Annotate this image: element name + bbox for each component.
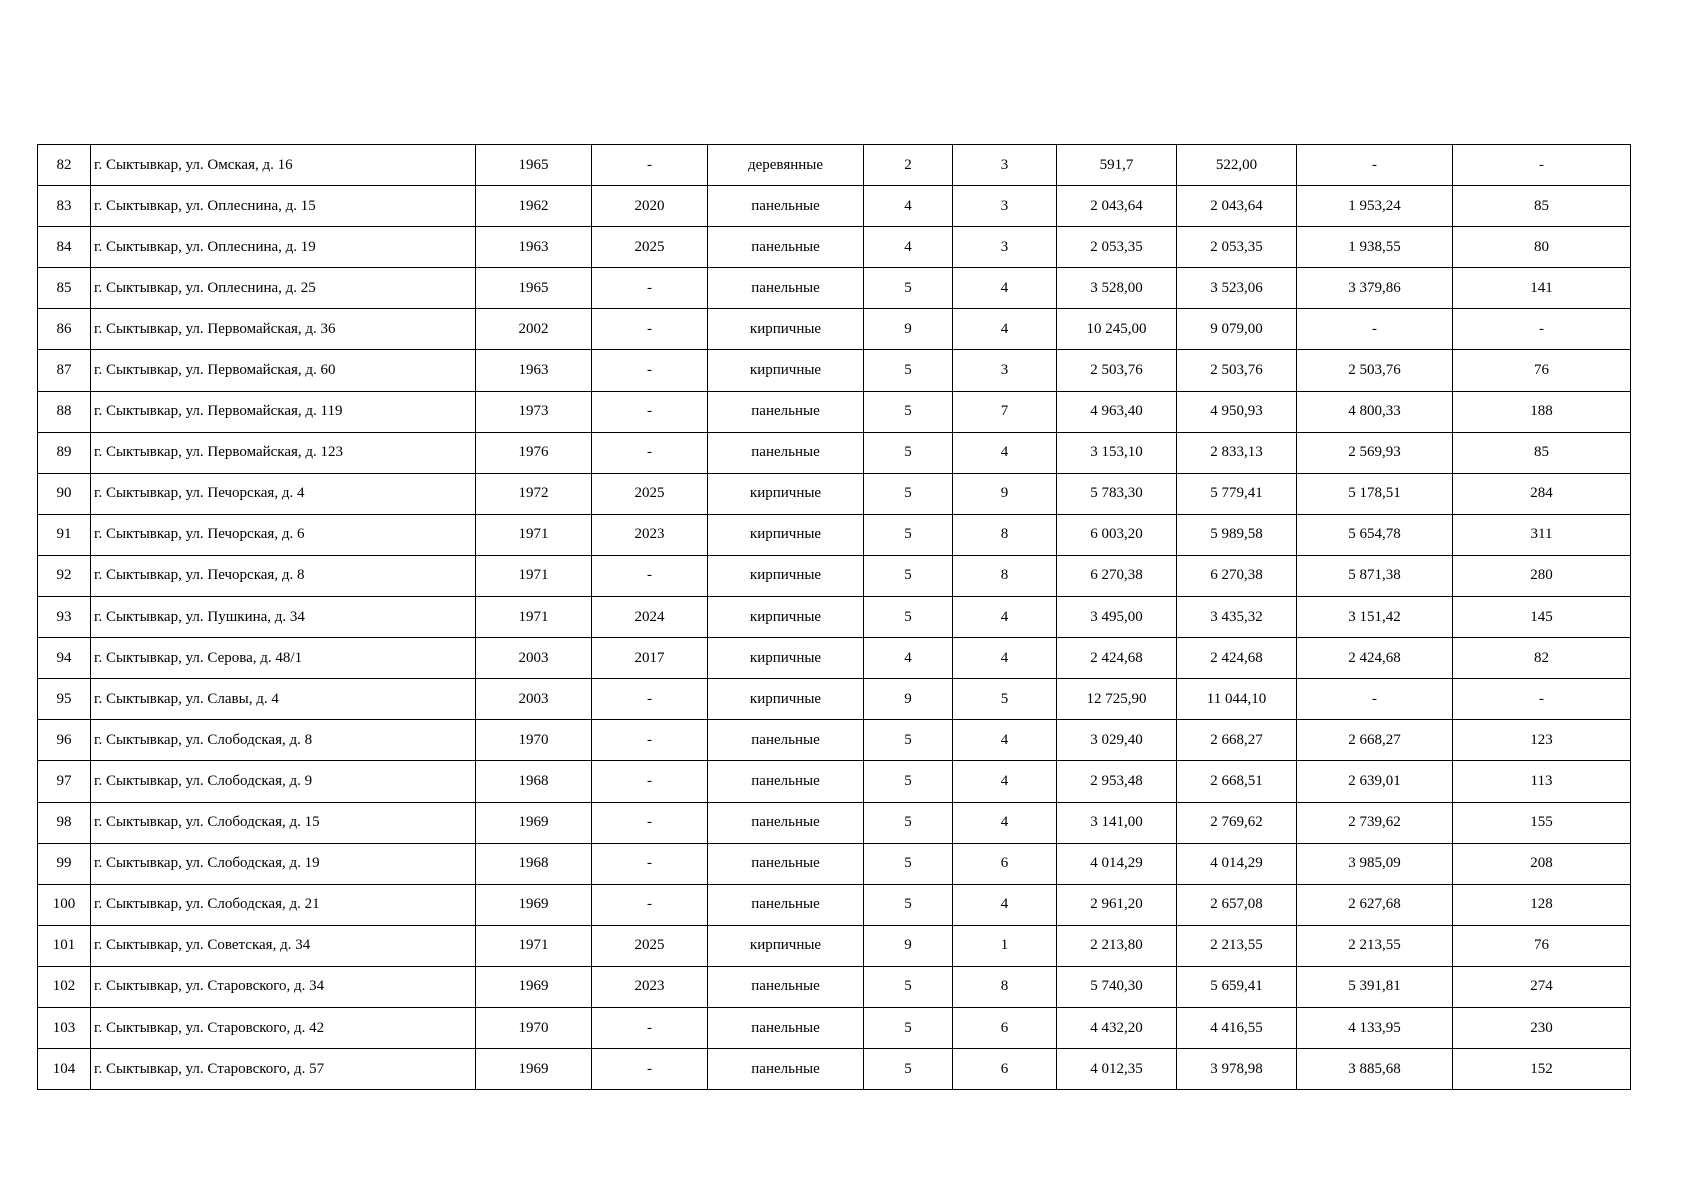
floors-cell: 5 (864, 391, 953, 432)
row-number-cell: 88 (38, 391, 91, 432)
entrances-cell: 7 (953, 391, 1057, 432)
floors-cell: 5 (864, 432, 953, 473)
wall-material-cell: кирпичные (708, 514, 864, 555)
total-area-cell: 6 003,20 (1057, 514, 1177, 555)
total-area-cell: 5 740,30 (1057, 966, 1177, 1007)
repair-year-cell: - (592, 802, 708, 843)
repair-year-cell: 2023 (592, 966, 708, 1007)
floors-cell: 5 (864, 597, 953, 638)
total-area-cell: 2 213,80 (1057, 925, 1177, 966)
table-row (38, 350, 1631, 391)
year-built-cell: 1973 (476, 391, 592, 432)
living-area-cell: 11 044,10 (1177, 679, 1297, 720)
address-cell: г. Сыктывкар, ул. Слободская, д. 9 (91, 761, 476, 802)
year-built-cell: 1969 (476, 802, 592, 843)
row-number-cell: 97 (38, 761, 91, 802)
address-cell: г. Сыктывкар, ул. Слободская, д. 21 (91, 884, 476, 925)
year-built-cell: 1968 (476, 761, 592, 802)
row-number-cell: 83 (38, 186, 91, 227)
row-number-cell: 92 (38, 555, 91, 596)
year-built-cell: 2003 (476, 679, 592, 720)
year-built-cell: 1969 (476, 966, 592, 1007)
entrances-cell: 3 (953, 350, 1057, 391)
wall-material-cell: панельные (708, 966, 864, 1007)
row-number-cell: 99 (38, 843, 91, 884)
row-number-cell: 102 (38, 966, 91, 1007)
floors-cell: 5 (864, 843, 953, 884)
entrances-cell: 8 (953, 966, 1057, 1007)
living-area-cell: 2 053,35 (1177, 227, 1297, 268)
year-built-cell: 2003 (476, 638, 592, 679)
floors-cell: 5 (864, 350, 953, 391)
floors-cell: 5 (864, 514, 953, 555)
residents-cell: 152 (1453, 1049, 1631, 1090)
year-built-cell: 1965 (476, 145, 592, 186)
entrances-cell: 4 (953, 309, 1057, 350)
floors-cell: 5 (864, 555, 953, 596)
address-cell: г. Сыктывкар, ул. Старовского, д. 34 (91, 966, 476, 1007)
address-cell: г. Сыктывкар, ул. Первомайская, д. 119 (91, 391, 476, 432)
total-area-cell: 3 029,40 (1057, 720, 1177, 761)
residents-cell: 208 (1453, 843, 1631, 884)
address-cell: г. Сыктывкар, ул. Старовского, д. 57 (91, 1049, 476, 1090)
residents-cell: 155 (1453, 802, 1631, 843)
wall-material-cell: кирпичные (708, 309, 864, 350)
residents-cell: 123 (1453, 720, 1631, 761)
row-number-cell: 103 (38, 1007, 91, 1048)
wall-material-cell: панельные (708, 1007, 864, 1048)
residents-cell: 188 (1453, 391, 1631, 432)
wall-material-cell: панельные (708, 843, 864, 884)
repair-year-cell: 2020 (592, 186, 708, 227)
living-area-cell: 5 989,58 (1177, 514, 1297, 555)
table-row (38, 638, 1631, 679)
residents-cell: 311 (1453, 514, 1631, 555)
year-built-cell: 1969 (476, 884, 592, 925)
total-area-cell: 4 963,40 (1057, 391, 1177, 432)
year-built-cell: 1971 (476, 514, 592, 555)
living-area-cell: 2 668,51 (1177, 761, 1297, 802)
private-area-cell: 1 953,24 (1297, 186, 1453, 227)
living-area-cell: 4 014,29 (1177, 843, 1297, 884)
floors-cell: 4 (864, 186, 953, 227)
wall-material-cell: кирпичные (708, 679, 864, 720)
floors-cell: 9 (864, 679, 953, 720)
repair-year-cell: - (592, 555, 708, 596)
private-area-cell: 5 391,81 (1297, 966, 1453, 1007)
table-row (38, 514, 1631, 555)
residents-cell: 145 (1453, 597, 1631, 638)
total-area-cell: 3 528,00 (1057, 268, 1177, 309)
total-area-cell: 2 503,76 (1057, 350, 1177, 391)
address-cell: г. Сыктывкар, ул. Слободская, д. 15 (91, 802, 476, 843)
floors-cell: 5 (864, 884, 953, 925)
repair-year-cell: - (592, 884, 708, 925)
private-area-cell: 2 569,93 (1297, 432, 1453, 473)
row-number-cell: 96 (38, 720, 91, 761)
total-area-cell: 2 424,68 (1057, 638, 1177, 679)
table-row (38, 145, 1631, 186)
housing-registry-table (37, 144, 1631, 1090)
repair-year-cell: 2025 (592, 227, 708, 268)
table-row (38, 597, 1631, 638)
living-area-cell: 2 213,55 (1177, 925, 1297, 966)
private-area-cell: 2 424,68 (1297, 638, 1453, 679)
document-page (37, 144, 1631, 1090)
entrances-cell: 4 (953, 638, 1057, 679)
entrances-cell: 4 (953, 432, 1057, 473)
address-cell: г. Сыктывкар, ул. Омская, д. 16 (91, 145, 476, 186)
living-area-cell: 3 435,32 (1177, 597, 1297, 638)
wall-material-cell: панельные (708, 391, 864, 432)
row-number-cell: 91 (38, 514, 91, 555)
residents-cell: - (1453, 145, 1631, 186)
table-row (38, 802, 1631, 843)
row-number-cell: 87 (38, 350, 91, 391)
floors-cell: 9 (864, 309, 953, 350)
repair-year-cell: - (592, 391, 708, 432)
residents-cell: 76 (1453, 925, 1631, 966)
wall-material-cell: панельные (708, 227, 864, 268)
table-body (38, 145, 1631, 1090)
row-number-cell: 89 (38, 432, 91, 473)
residents-cell: 113 (1453, 761, 1631, 802)
entrances-cell: 3 (953, 227, 1057, 268)
table-row (38, 432, 1631, 473)
row-number-cell: 93 (38, 597, 91, 638)
repair-year-cell: 2025 (592, 473, 708, 514)
row-number-cell: 90 (38, 473, 91, 514)
living-area-cell: 2 043,64 (1177, 186, 1297, 227)
wall-material-cell: кирпичные (708, 638, 864, 679)
private-area-cell: 3 885,68 (1297, 1049, 1453, 1090)
private-area-cell: 5 178,51 (1297, 473, 1453, 514)
entrances-cell: 4 (953, 802, 1057, 843)
residents-cell: 230 (1453, 1007, 1631, 1048)
address-cell: г. Сыктывкар, ул. Оплеснина, д. 19 (91, 227, 476, 268)
table-row (38, 555, 1631, 596)
residents-cell: 284 (1453, 473, 1631, 514)
total-area-cell: 591,7 (1057, 145, 1177, 186)
repair-year-cell: - (592, 145, 708, 186)
private-area-cell: 3 379,86 (1297, 268, 1453, 309)
address-cell: г. Сыктывкар, ул. Печорская, д. 4 (91, 473, 476, 514)
total-area-cell: 2 953,48 (1057, 761, 1177, 802)
residents-cell: 85 (1453, 432, 1631, 473)
wall-material-cell: кирпичные (708, 925, 864, 966)
address-cell: г. Сыктывкар, ул. Слободская, д. 8 (91, 720, 476, 761)
year-built-cell: 1971 (476, 555, 592, 596)
wall-material-cell: панельные (708, 884, 864, 925)
wall-material-cell: кирпичные (708, 350, 864, 391)
floors-cell: 5 (864, 802, 953, 843)
entrances-cell: 3 (953, 186, 1057, 227)
year-built-cell: 1965 (476, 268, 592, 309)
total-area-cell: 4 014,29 (1057, 843, 1177, 884)
entrances-cell: 8 (953, 514, 1057, 555)
year-built-cell: 1970 (476, 1007, 592, 1048)
year-built-cell: 1962 (476, 186, 592, 227)
wall-material-cell: панельные (708, 720, 864, 761)
wall-material-cell: панельные (708, 802, 864, 843)
repair-year-cell: - (592, 268, 708, 309)
total-area-cell: 10 245,00 (1057, 309, 1177, 350)
repair-year-cell: - (592, 720, 708, 761)
living-area-cell: 5 659,41 (1177, 966, 1297, 1007)
wall-material-cell: панельные (708, 268, 864, 309)
table-row (38, 720, 1631, 761)
living-area-cell: 2 769,62 (1177, 802, 1297, 843)
living-area-cell: 5 779,41 (1177, 473, 1297, 514)
floors-cell: 9 (864, 925, 953, 966)
entrances-cell: 4 (953, 884, 1057, 925)
row-number-cell: 82 (38, 145, 91, 186)
address-cell: г. Сыктывкар, ул. Славы, д. 4 (91, 679, 476, 720)
living-area-cell: 9 079,00 (1177, 309, 1297, 350)
address-cell: г. Сыктывкар, ул. Серова, д. 48/1 (91, 638, 476, 679)
table-row (38, 186, 1631, 227)
year-built-cell: 1971 (476, 597, 592, 638)
address-cell: г. Сыктывкар, ул. Первомайская, д. 123 (91, 432, 476, 473)
wall-material-cell: деревянные (708, 145, 864, 186)
address-cell: г. Сыктывкар, ул. Слободская, д. 19 (91, 843, 476, 884)
address-cell: г. Сыктывкар, ул. Первомайская, д. 36 (91, 309, 476, 350)
floors-cell: 5 (864, 473, 953, 514)
private-area-cell: 2 639,01 (1297, 761, 1453, 802)
private-area-cell: 2 503,76 (1297, 350, 1453, 391)
wall-material-cell: панельные (708, 761, 864, 802)
entrances-cell: 9 (953, 473, 1057, 514)
entrances-cell: 6 (953, 1007, 1057, 1048)
floors-cell: 5 (864, 966, 953, 1007)
private-area-cell: 2 668,27 (1297, 720, 1453, 761)
residents-cell: 274 (1453, 966, 1631, 1007)
living-area-cell: 2 424,68 (1177, 638, 1297, 679)
repair-year-cell: 2024 (592, 597, 708, 638)
year-built-cell: 1963 (476, 350, 592, 391)
address-cell: г. Сыктывкар, ул. Печорская, д. 6 (91, 514, 476, 555)
table-row (38, 679, 1631, 720)
repair-year-cell: 2025 (592, 925, 708, 966)
repair-year-cell: - (592, 761, 708, 802)
floors-cell: 5 (864, 268, 953, 309)
repair-year-cell: - (592, 432, 708, 473)
entrances-cell: 6 (953, 843, 1057, 884)
floors-cell: 4 (864, 638, 953, 679)
living-area-cell: 522,00 (1177, 145, 1297, 186)
private-area-cell: 2 627,68 (1297, 884, 1453, 925)
table-row (38, 1049, 1631, 1090)
address-cell: г. Сыктывкар, ул. Оплеснина, д. 25 (91, 268, 476, 309)
repair-year-cell: - (592, 350, 708, 391)
table-row (38, 227, 1631, 268)
private-area-cell: - (1297, 679, 1453, 720)
private-area-cell: - (1297, 145, 1453, 186)
total-area-cell: 2 961,20 (1057, 884, 1177, 925)
total-area-cell: 3 495,00 (1057, 597, 1177, 638)
residents-cell: - (1453, 679, 1631, 720)
total-area-cell: 5 783,30 (1057, 473, 1177, 514)
private-area-cell: 2 739,62 (1297, 802, 1453, 843)
living-area-cell: 4 950,93 (1177, 391, 1297, 432)
living-area-cell: 4 416,55 (1177, 1007, 1297, 1048)
row-number-cell: 84 (38, 227, 91, 268)
total-area-cell: 3 153,10 (1057, 432, 1177, 473)
wall-material-cell: панельные (708, 1049, 864, 1090)
entrances-cell: 1 (953, 925, 1057, 966)
residents-cell: 141 (1453, 268, 1631, 309)
address-cell: г. Сыктывкар, ул. Оплеснина, д. 15 (91, 186, 476, 227)
floors-cell: 4 (864, 227, 953, 268)
entrances-cell: 5 (953, 679, 1057, 720)
row-number-cell: 85 (38, 268, 91, 309)
residents-cell: - (1453, 309, 1631, 350)
wall-material-cell: кирпичные (708, 473, 864, 514)
row-number-cell: 95 (38, 679, 91, 720)
row-number-cell: 104 (38, 1049, 91, 1090)
total-area-cell: 3 141,00 (1057, 802, 1177, 843)
table-row (38, 473, 1631, 514)
table-row (38, 761, 1631, 802)
year-built-cell: 2002 (476, 309, 592, 350)
residents-cell: 76 (1453, 350, 1631, 391)
private-area-cell: 5 654,78 (1297, 514, 1453, 555)
floors-cell: 5 (864, 1007, 953, 1048)
table-row (38, 1007, 1631, 1048)
living-area-cell: 6 270,38 (1177, 555, 1297, 596)
entrances-cell: 4 (953, 268, 1057, 309)
year-built-cell: 1971 (476, 925, 592, 966)
floors-cell: 2 (864, 145, 953, 186)
table-row (38, 966, 1631, 1007)
table-row (38, 391, 1631, 432)
table-row (38, 884, 1631, 925)
row-number-cell: 86 (38, 309, 91, 350)
wall-material-cell: кирпичные (708, 555, 864, 596)
row-number-cell: 101 (38, 925, 91, 966)
private-area-cell: 1 938,55 (1297, 227, 1453, 268)
residents-cell: 80 (1453, 227, 1631, 268)
residents-cell: 128 (1453, 884, 1631, 925)
year-built-cell: 1963 (476, 227, 592, 268)
private-area-cell: 4 133,95 (1297, 1007, 1453, 1048)
floors-cell: 5 (864, 720, 953, 761)
table-row (38, 309, 1631, 350)
floors-cell: 5 (864, 1049, 953, 1090)
total-area-cell: 2 043,64 (1057, 186, 1177, 227)
total-area-cell: 12 725,90 (1057, 679, 1177, 720)
table-row (38, 925, 1631, 966)
entrances-cell: 3 (953, 145, 1057, 186)
year-built-cell: 1969 (476, 1049, 592, 1090)
private-area-cell: 3 151,42 (1297, 597, 1453, 638)
floors-cell: 5 (864, 761, 953, 802)
repair-year-cell: - (592, 309, 708, 350)
private-area-cell: 5 871,38 (1297, 555, 1453, 596)
residents-cell: 280 (1453, 555, 1631, 596)
row-number-cell: 98 (38, 802, 91, 843)
total-area-cell: 4 432,20 (1057, 1007, 1177, 1048)
repair-year-cell: 2023 (592, 514, 708, 555)
living-area-cell: 2 833,13 (1177, 432, 1297, 473)
address-cell: г. Сыктывкар, ул. Советская, д. 34 (91, 925, 476, 966)
repair-year-cell: - (592, 679, 708, 720)
total-area-cell: 6 270,38 (1057, 555, 1177, 596)
private-area-cell: 3 985,09 (1297, 843, 1453, 884)
wall-material-cell: кирпичные (708, 597, 864, 638)
living-area-cell: 3 523,06 (1177, 268, 1297, 309)
address-cell: г. Сыктывкар, ул. Пушкина, д. 34 (91, 597, 476, 638)
address-cell: г. Сыктывкар, ул. Первомайская, д. 60 (91, 350, 476, 391)
private-area-cell: 4 800,33 (1297, 391, 1453, 432)
private-area-cell: 2 213,55 (1297, 925, 1453, 966)
wall-material-cell: панельные (708, 432, 864, 473)
row-number-cell: 94 (38, 638, 91, 679)
year-built-cell: 1968 (476, 843, 592, 884)
living-area-cell: 2 657,08 (1177, 884, 1297, 925)
repair-year-cell: - (592, 1007, 708, 1048)
entrances-cell: 4 (953, 720, 1057, 761)
entrances-cell: 4 (953, 761, 1057, 802)
repair-year-cell: 2017 (592, 638, 708, 679)
year-built-cell: 1972 (476, 473, 592, 514)
address-cell: г. Сыктывкар, ул. Печорская, д. 8 (91, 555, 476, 596)
residents-cell: 85 (1453, 186, 1631, 227)
entrances-cell: 8 (953, 555, 1057, 596)
wall-material-cell: панельные (708, 186, 864, 227)
entrances-cell: 4 (953, 597, 1057, 638)
row-number-cell: 100 (38, 884, 91, 925)
living-area-cell: 3 978,98 (1177, 1049, 1297, 1090)
repair-year-cell: - (592, 843, 708, 884)
total-area-cell: 4 012,35 (1057, 1049, 1177, 1090)
table-row (38, 843, 1631, 884)
address-cell: г. Сыктывкар, ул. Старовского, д. 42 (91, 1007, 476, 1048)
table-row (38, 268, 1631, 309)
year-built-cell: 1970 (476, 720, 592, 761)
total-area-cell: 2 053,35 (1057, 227, 1177, 268)
residents-cell: 82 (1453, 638, 1631, 679)
private-area-cell: - (1297, 309, 1453, 350)
living-area-cell: 2 668,27 (1177, 720, 1297, 761)
living-area-cell: 2 503,76 (1177, 350, 1297, 391)
repair-year-cell: - (592, 1049, 708, 1090)
year-built-cell: 1976 (476, 432, 592, 473)
entrances-cell: 6 (953, 1049, 1057, 1090)
